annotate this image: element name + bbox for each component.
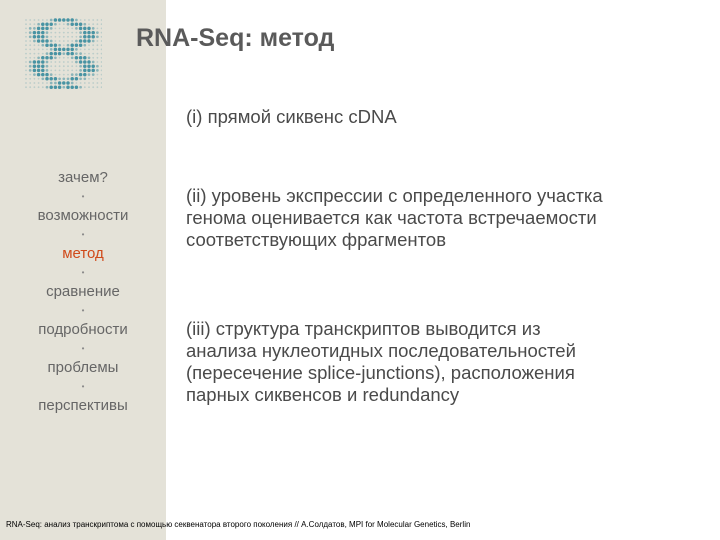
point-line: (ii) уровень экспрессии с определенного участка	[186, 185, 603, 206]
nav-item-problems[interactable]: проблемы	[47, 359, 119, 376]
nav-item-method[interactable]: метод	[62, 245, 104, 262]
nav-bullet: •	[81, 192, 85, 201]
dna-helix-logo-icon	[24, 18, 102, 90]
nav-item-perspectives[interactable]: перспективы	[38, 397, 128, 414]
nav-item-why[interactable]: зачем?	[58, 169, 108, 186]
slide-title: RNA-Seq: метод	[136, 24, 335, 52]
nav-item-possibilities[interactable]: возможности	[37, 207, 129, 224]
point-expression-level	[186, 185, 603, 251]
point-line: (пересечение splice-junctions), расположения	[186, 362, 575, 383]
nav-bullet: •	[81, 382, 85, 391]
point-line: (iii) структура транскриптов выводится из	[186, 318, 541, 339]
slide-footer: RNA-Seq: анализ транскриптома с помощью секвенатора второго поколения // А.Солдатов, MPI for Molecular Genetics, Berlin	[6, 520, 471, 529]
point-line: (i) прямой сиквенс cDNA	[186, 106, 397, 127]
sidebar-nav	[0, 168, 166, 415]
point-direct-sequencing	[186, 106, 397, 128]
sidebar	[0, 0, 166, 540]
nav-bullet: •	[81, 230, 85, 239]
nav-item-details[interactable]: подробности	[38, 321, 128, 338]
point-line: соответствующих фрагментов	[186, 229, 447, 250]
nav-bullet: •	[81, 268, 85, 277]
point-transcript-structure	[186, 318, 576, 406]
point-line: парных сиквенсов и redundancy	[186, 384, 460, 405]
nav-bullet: •	[81, 306, 85, 315]
nav-bullet: •	[81, 344, 85, 353]
point-line: генома оценивается как частота встречаемости	[186, 207, 597, 228]
point-line: анализа нуклеотидных последовательностей	[186, 340, 576, 361]
nav-item-comparison[interactable]: сравнение	[46, 283, 120, 300]
